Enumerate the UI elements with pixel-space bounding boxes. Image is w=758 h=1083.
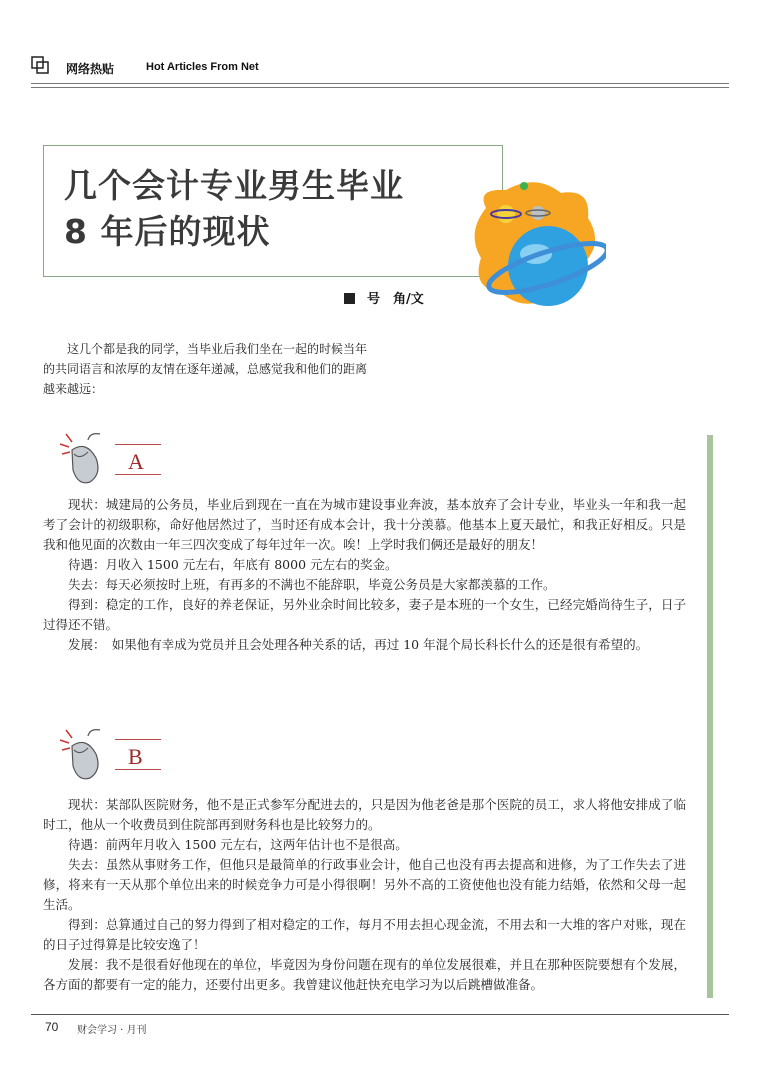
section-a-prospect: 发展： 如果他有幸成为党员并且会处理各种关系的话，再过 10 年混个局长科长什么的还是很有希望的。	[68, 637, 649, 652]
header-rule	[31, 83, 729, 84]
column-name: 网络热贴	[66, 62, 115, 76]
section-a-body	[43, 495, 686, 655]
footer-rule	[31, 1014, 729, 1015]
section-b-letter: B	[128, 744, 143, 769]
side-decoration-bar	[707, 435, 713, 998]
computer-mouse-icon	[58, 726, 104, 782]
section-a-gain: 得到：稳定的工作，良好的养老保证，另外业余时间比较多，妻子是本班的一个女生，已经完婚尚待生子，日子过得还不错。	[43, 597, 686, 632]
planet-illustration-icon	[466, 168, 606, 313]
section-a-salary: 待遇：月收入 1500 元左右，年底有 8000 元左右的奖金。	[68, 557, 398, 572]
section-a-rule	[115, 444, 161, 445]
article-intro	[43, 339, 373, 399]
intro-paragraph: 这几个都是我的同学，当毕业后我们坐在一起的时候当年的共同语言和浓厚的友情在逐年递减，总感觉我和他们的距离越来越远：	[43, 342, 368, 396]
section-b-prospect: 发展：我不是很看好他现在的单位，毕竟因为身份问题在现有的单位发展很难，并且在那种医院要想有个发展，各方面的都要有一定的能力，还要付出更多。我曾建议他赶快充电学习为以后跳槽做准备。	[43, 957, 686, 992]
column-logo-icon	[31, 56, 49, 74]
article-title-line-1: 几个会计专业男生毕业	[64, 166, 404, 205]
computer-mouse-icon	[58, 430, 104, 486]
section-b-loss: 失去：虽然从事财务工作，但他只是最简单的行政事业会计，他自己也没有再去提高和进修，为了工作失去了进修，将来有一天从那个单位出来的时候竞争力可是小得很啊！另外不高的工资使他也没有能力结婚，依然和父母一起生活。	[43, 857, 686, 912]
bullet-square-icon	[344, 293, 355, 304]
magazine-name: 财会学习 · 月刊	[77, 1025, 147, 1036]
section-a-letter: A	[128, 449, 144, 474]
section-b-status: 现状：某部队医院财务，他不是正式参军分配进去的，只是因为他老爸是那个医院的员工，求人将他安排成了临时工，他从一个收费员到住院部再到财务科也是比较努力的。	[43, 797, 686, 832]
section-b-gain: 得到：总算通过自己的努力得到了相对稳定的工作，每月不用去担心现金流，不用去和一大堆的客户对账，现在的日子过得算是比较安逸了！	[43, 917, 686, 952]
section-b-salary: 待遇：前两年月收入 1500 元左右，这两年估计也不是很高。	[68, 837, 408, 852]
section-a-status: 现状：城建局的公务员，毕业后到现在一直在为城市建设事业奔波，基本放弃了会计专业，毕业头一年和我一起考了会计的初级职称，命好他居然过了，当时还有成本会计，我十分羡慕。他基本上夏天最忙，和我正好相反。只是我和他见面的次数由一年三四次变成了每年过年一次。唉！上学时我们俩还是最好的朋友！	[43, 497, 686, 552]
section-b-rule	[115, 739, 161, 740]
section-a-loss: 失去：每天必须按时上班，有再多的不满也不能辞职，毕竟公务员是大家都羡慕的工作。	[68, 577, 556, 592]
page-number: 70	[45, 1020, 59, 1034]
column-name-english: Hot Articles From Net	[146, 61, 259, 73]
article-title-line-2: 8 年后的现状	[64, 212, 271, 251]
article-author: 号 角/文	[344, 288, 424, 307]
header-rule	[31, 87, 729, 88]
section-b-body	[43, 795, 686, 995]
